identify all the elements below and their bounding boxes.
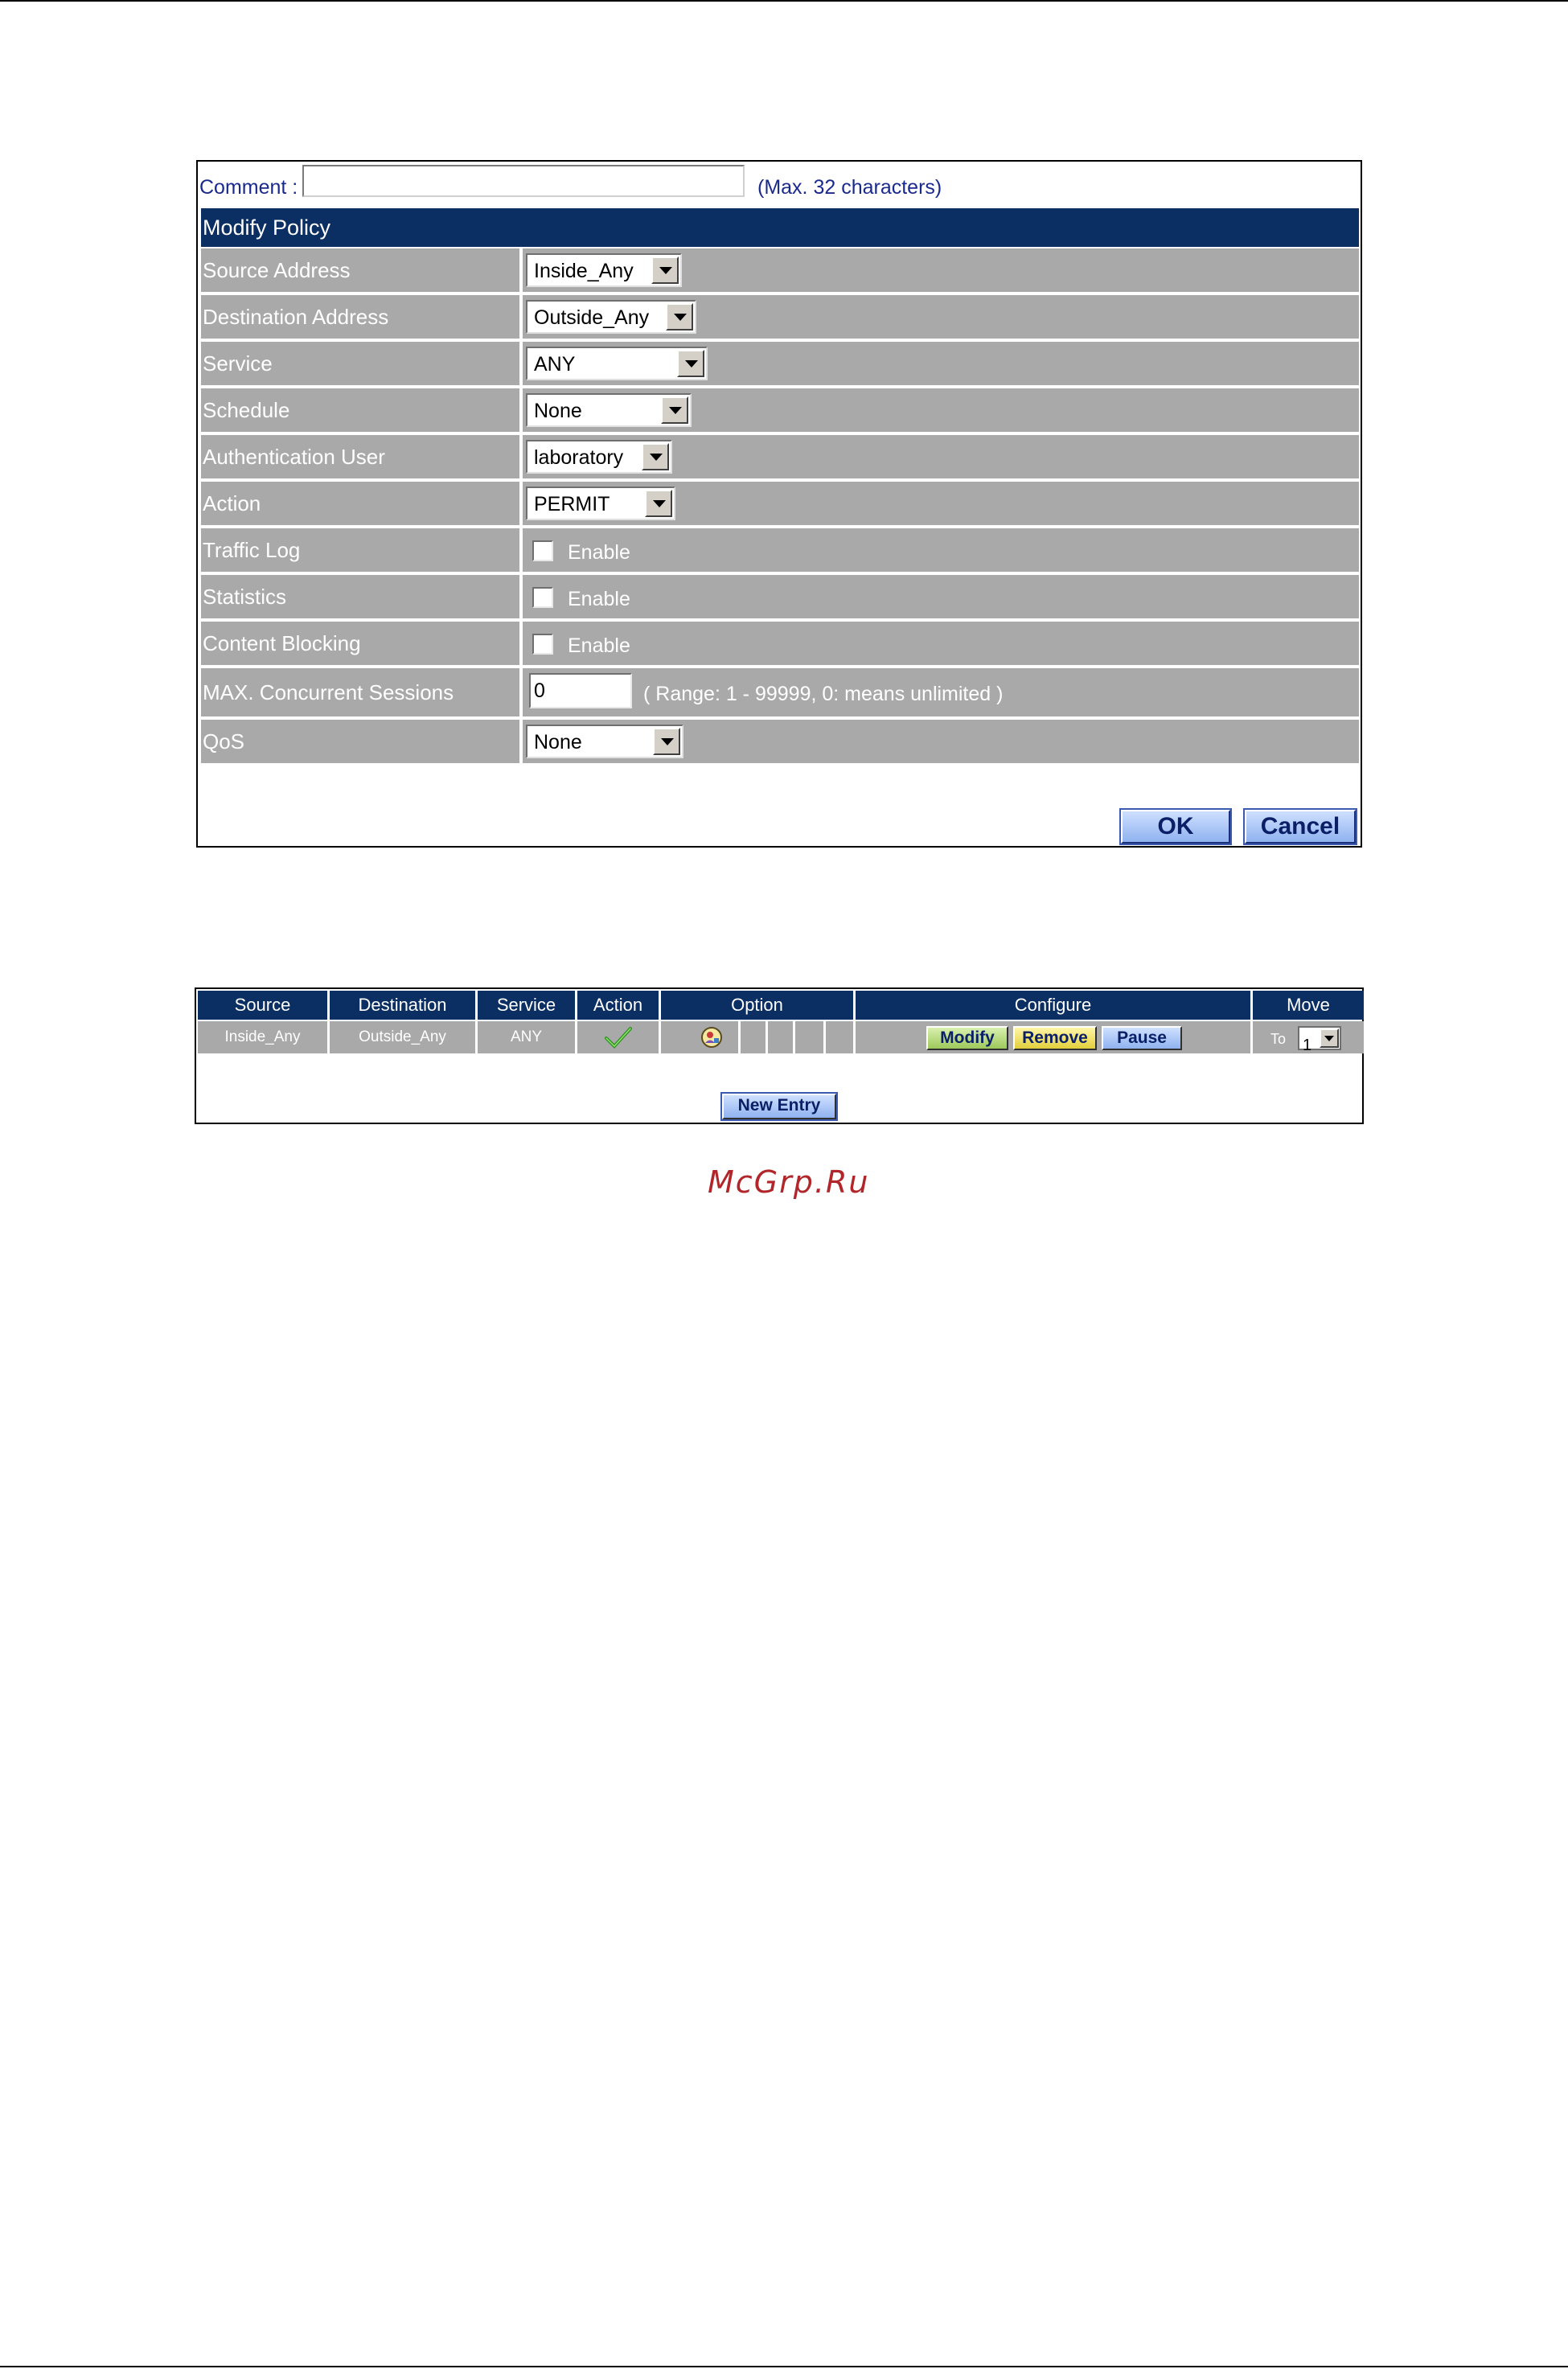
row-service bbox=[201, 342, 1359, 385]
comment-input[interactable] bbox=[302, 165, 745, 197]
destination-address-label: Destination Address bbox=[203, 304, 389, 329]
chevron-down-icon[interactable] bbox=[677, 350, 704, 377]
statistics-checkbox[interactable] bbox=[532, 587, 553, 608]
source-address-label: Source Address bbox=[203, 257, 351, 282]
action-label: Action bbox=[203, 491, 261, 515]
source-address-select[interactable] bbox=[526, 253, 682, 287]
row-destination-address bbox=[201, 295, 1359, 339]
schedule-label: Schedule bbox=[203, 397, 290, 422]
col-move: Move bbox=[1253, 991, 1364, 1020]
chevron-down-icon[interactable] bbox=[642, 443, 669, 470]
remove-button[interactable]: Remove bbox=[1013, 1026, 1097, 1050]
row-content-blocking bbox=[201, 622, 1359, 665]
col-source: Source bbox=[198, 991, 330, 1020]
option-slot-2 bbox=[766, 1021, 793, 1053]
move-value: 1 bbox=[1303, 1037, 1312, 1054]
option-slot-4 bbox=[823, 1021, 852, 1053]
destination-address-value: Outside_Any bbox=[534, 306, 650, 329]
max-sessions-input[interactable]: 0 bbox=[529, 673, 632, 708]
comment-row bbox=[198, 162, 1361, 207]
statistics-enable-label: Enable bbox=[568, 588, 630, 610]
service-label: Service bbox=[203, 351, 273, 376]
policy-list-panel bbox=[195, 987, 1364, 1124]
table-row bbox=[198, 1021, 1364, 1053]
policy-list-header bbox=[198, 991, 1364, 1020]
cell-option bbox=[661, 1021, 856, 1053]
option-slot-3 bbox=[793, 1021, 823, 1053]
col-action: Action bbox=[577, 991, 661, 1020]
authentication-user-value: laboratory bbox=[534, 446, 624, 469]
row-schedule bbox=[201, 388, 1359, 432]
chevron-down-icon[interactable] bbox=[653, 728, 680, 755]
cell-destination: Outside_Any bbox=[330, 1021, 478, 1053]
service-value: ANY bbox=[534, 353, 576, 376]
option-slot-1 bbox=[738, 1021, 766, 1053]
traffic-log-label: Traffic Log bbox=[203, 537, 301, 562]
chevron-down-icon[interactable] bbox=[666, 303, 693, 331]
action-select[interactable] bbox=[526, 487, 675, 520]
cell-move bbox=[1253, 1021, 1364, 1053]
new-entry-button[interactable]: New Entry bbox=[722, 1094, 836, 1119]
col-service: Service bbox=[478, 991, 577, 1020]
service-select[interactable] bbox=[526, 347, 708, 380]
qos-value: None bbox=[534, 731, 582, 753]
statistics-label: Statistics bbox=[203, 584, 287, 609]
source-address-value: Inside_Any bbox=[534, 260, 634, 282]
action-value: PERMIT bbox=[534, 493, 610, 515]
content-blocking-enable-label: Enable bbox=[568, 634, 630, 657]
ok-button[interactable]: OK bbox=[1121, 810, 1230, 844]
chevron-down-icon[interactable] bbox=[651, 257, 679, 284]
content-blocking-checkbox[interactable] bbox=[532, 634, 553, 655]
policy-header: Modify Policy bbox=[201, 208, 1359, 247]
comment-hint: (Max. 32 characters) bbox=[757, 176, 942, 199]
qos-select[interactable] bbox=[526, 725, 683, 758]
move-select[interactable] bbox=[1298, 1026, 1341, 1054]
modify-policy-panel bbox=[196, 160, 1362, 848]
cell-action bbox=[577, 1021, 661, 1053]
traffic-log-checkbox[interactable] bbox=[532, 540, 553, 561]
top-rule bbox=[0, 0, 1568, 2]
row-statistics bbox=[201, 575, 1359, 618]
cancel-button[interactable]: Cancel bbox=[1245, 810, 1356, 844]
authentication-user-select[interactable] bbox=[526, 440, 672, 474]
chevron-down-icon[interactable] bbox=[645, 490, 672, 517]
destination-address-select[interactable] bbox=[526, 300, 696, 334]
cell-configure bbox=[856, 1021, 1253, 1053]
row-qos bbox=[201, 720, 1359, 763]
content-blocking-label: Content Blocking bbox=[203, 630, 361, 655]
row-action bbox=[201, 482, 1359, 525]
schedule-select[interactable] bbox=[526, 393, 692, 427]
auth-user-icon bbox=[700, 1025, 724, 1049]
row-authentication-user bbox=[201, 435, 1359, 478]
col-option: Option bbox=[661, 991, 856, 1020]
authentication-user-label: Authentication User bbox=[203, 444, 385, 469]
row-max-concurrent-sessions bbox=[201, 668, 1359, 716]
schedule-value: None bbox=[534, 400, 582, 422]
row-traffic-log bbox=[201, 528, 1359, 572]
comment-label: Comment : bbox=[199, 176, 298, 199]
chevron-down-icon[interactable] bbox=[661, 396, 688, 424]
col-configure: Configure bbox=[856, 991, 1253, 1020]
max-sessions-label: MAX. Concurrent Sessions bbox=[203, 679, 454, 704]
bottom-rule bbox=[0, 2366, 1568, 2367]
pause-button[interactable]: Pause bbox=[1102, 1026, 1182, 1050]
chevron-down-icon[interactable] bbox=[1320, 1028, 1339, 1048]
row-source-address bbox=[201, 248, 1359, 292]
move-to-label: To bbox=[1270, 1031, 1287, 1047]
col-destination: Destination bbox=[330, 991, 478, 1020]
watermark: McGrp.Ru bbox=[708, 1164, 870, 1200]
cell-source: Inside_Any bbox=[198, 1021, 330, 1053]
cell-service: ANY bbox=[478, 1021, 577, 1053]
modify-button[interactable]: Modify bbox=[926, 1026, 1008, 1050]
traffic-log-enable-label: Enable bbox=[568, 541, 630, 564]
check-icon bbox=[603, 1025, 634, 1049]
max-sessions-hint: ( Range: 1 - 99999, 0: means unlimited ) bbox=[643, 683, 1004, 705]
qos-label: QoS bbox=[203, 729, 245, 753]
